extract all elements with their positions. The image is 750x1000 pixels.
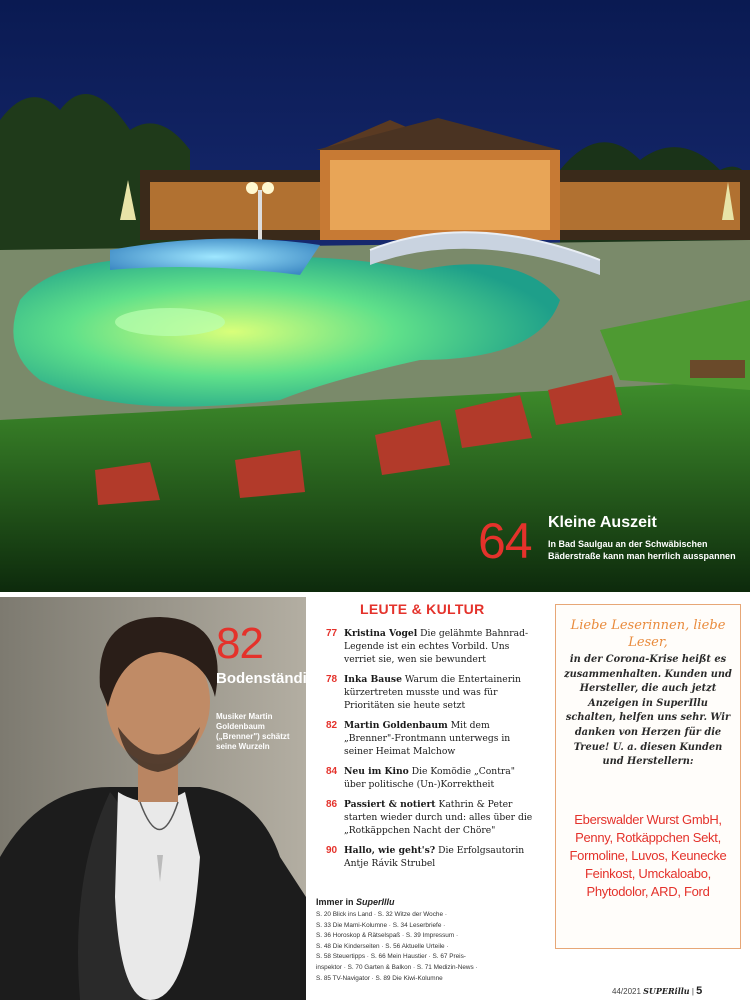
- toc-entry[interactable]: [316, 627, 538, 666]
- toc-entry[interactable]: [316, 844, 538, 870]
- regular-features-heading: [316, 897, 395, 907]
- toc-entry[interactable]: [316, 719, 538, 758]
- toc-entry[interactable]: [316, 765, 538, 791]
- regular-features-line: S. 48 Die Kinderseiten · S. 56 Aktuelle Urteile ·: [316, 942, 449, 950]
- toc-page-number: 77: [326, 628, 338, 639]
- portrait-text: Musiker Martin Goldenbaum („Brenner") schätzt seine Wurzeln: [216, 712, 290, 751]
- letter-body: in der Corona-Krise heißt es zusammenhalten. Kunden und Hersteller, die auch jetzt Anzeigen in SuperIllu schalten, helfen uns sehr. Wir danken von Herzen für die Treue! U. a. diesen Kunden und Herstellern:: [564, 654, 732, 768]
- toc-entry-name: Neu im Kino: [344, 766, 409, 777]
- regular-features-list: [316, 910, 538, 984]
- toc-entry-name: Hallo, wie geht's?: [344, 845, 436, 856]
- toc-page-number: 86: [326, 799, 338, 810]
- regular-features-line: S. 20 Blick ins Land · S. 32 Witze der Woche ·: [316, 911, 447, 918]
- toc-entry-name: Kristina Vogel: [344, 628, 418, 639]
- hero-text: In Bad Saulgau an der Schwäbischen Bäderstraße kann man herrlich ausspannen: [548, 539, 736, 561]
- toc-entry-text: Kathrin & Peter starten wieder durch und: alles über die „Rotkäppchen Nacht der Chöre": [344, 799, 533, 836]
- toc-list: [316, 627, 538, 877]
- regular-features-line: S. 58 Steuertipps · S. 66 Mein Haustier · S. 67 Preis-: [316, 953, 466, 961]
- letter-greeting: Liebe Leserinnen, liebe Leser,: [570, 618, 726, 650]
- toc-entry[interactable]: [316, 798, 538, 837]
- toc-entry-name: Passiert & notiert: [344, 799, 436, 810]
- hero-page-number[interactable]: 64: [478, 513, 532, 569]
- issue-number: 44/2021: [612, 987, 641, 996]
- toc-page-number: 78: [326, 674, 338, 685]
- toc-entry[interactable]: [316, 673, 538, 712]
- page-footer: [612, 985, 702, 997]
- section-heading: LEUTE & KULTUR: [360, 601, 485, 617]
- hero-title: Kleine Auszeit: [548, 514, 657, 531]
- regular-features-line: S. 36 Horoskop & Rätselspaß · S. 39 Impressum ·: [316, 932, 459, 940]
- toc-entry-text: Die Komödie „Contra" über politische (Un-)Korrektheit: [344, 766, 516, 790]
- magazine-name: SuperIllu: [356, 897, 395, 907]
- reader-letter-box: [555, 604, 741, 949]
- toc-entry-text: Die Erfolgsautorin Antje Rávik Strubel: [344, 845, 525, 869]
- regular-features-line: S. 33 Die Mami-Kolumne · S. 34 Leserbriefe ·: [316, 921, 446, 929]
- portrait-page-number[interactable]: 82: [216, 619, 263, 668]
- toc-entry-name: Inka Bause: [344, 674, 402, 685]
- table-of-contents: [316, 597, 538, 1000]
- toc-page-number: 82: [326, 720, 338, 731]
- toc-entry-text: Warum die Entertainerin kürzertreten musste und was für Prioritäten sie heute setzt: [344, 674, 521, 711]
- regular-features-line: S. 85 TV-Navigator · S. 89 Die Kiwi-Kolumne: [316, 974, 443, 982]
- portrait-title: Bodenständig: [216, 670, 316, 687]
- regular-features-line: inspektor · S. 70 Garten & Balkon · S. 71 Medizin-News ·: [316, 963, 478, 971]
- toc-entry-text: Mit dem „Brenner"-Frontmann unterwegs in seiner Heimat Malchow: [344, 720, 511, 757]
- hero-caption: [478, 512, 740, 582]
- toc-entry-name: Martin Goldenbaum: [344, 720, 448, 731]
- toc-entry-text: Die gelähmte Bahnrad-Legende ist ein echtes Vorbild. Uns verriet sie, wen sie bewundert: [344, 628, 529, 665]
- footer-divider: |: [691, 987, 694, 996]
- toc-page-number: 90: [326, 845, 338, 856]
- regular-features-label: Immer in: [316, 897, 357, 907]
- advertiser-list: Eberswalder Wurst GmbH, Penny, Rotkäppchen Sekt, Formoline, Luvos, Keunecke Feinkost, Umckaloabo, Phytodolor, ARD, Ford: [569, 812, 727, 899]
- footer-magazine-name: SUPERillu: [643, 986, 690, 996]
- page-number: 5: [696, 985, 703, 997]
- toc-page-number: 84: [326, 766, 338, 777]
